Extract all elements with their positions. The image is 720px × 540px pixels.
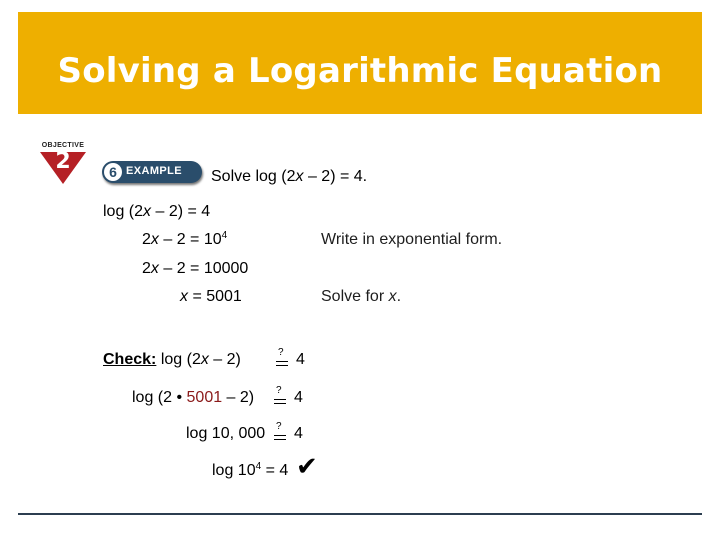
step-2: $2x - 2 = 10^4$ — [142, 230, 228, 248]
example-badge — [102, 161, 202, 183]
check-line-1: Check: log (2x – 2) — [103, 351, 241, 368]
step-1: log (2x – 2) = 4 — [103, 203, 211, 220]
example-label: EXAMPLE — [126, 165, 182, 177]
step-3: 2x – 2 = 10000 — [142, 260, 249, 277]
objective-badge — [38, 142, 88, 186]
example-number: 6 — [104, 163, 122, 181]
title-banner — [18, 12, 702, 114]
step-4: x = 5001 — [180, 288, 242, 305]
slide-title: Solving a Logarithmic Equation — [57, 51, 663, 91]
step-4-note: Solve for x. — [321, 288, 402, 305]
check-line-2: log (2 • 5001 – 2) — [132, 389, 255, 406]
objective-label: OBJECTIVE — [41, 142, 85, 149]
check-line-3-rhs: 4 — [294, 425, 303, 442]
check-line-2-rhs: 4 — [294, 389, 303, 406]
check-line-3: log 10, 000 — [186, 425, 266, 442]
question-equals-icon: ? — [274, 389, 288, 409]
check-line-4: $\log 10^4 = 4$ — [212, 461, 289, 479]
objective-number: 2 — [55, 149, 71, 174]
question-equals-icon: ? — [274, 425, 288, 445]
check-label: Check: — [103, 351, 157, 368]
bottom-divider — [18, 513, 702, 515]
question-equals-icon: ? — [276, 351, 290, 371]
checkmark-icon: ✔ — [296, 451, 318, 481]
check-line-1-rhs: 4 — [296, 351, 305, 368]
step-2-note: Write in exponential form. — [321, 231, 503, 248]
problem-statement: Solve log (2x – 2) = 4. — [211, 168, 368, 185]
